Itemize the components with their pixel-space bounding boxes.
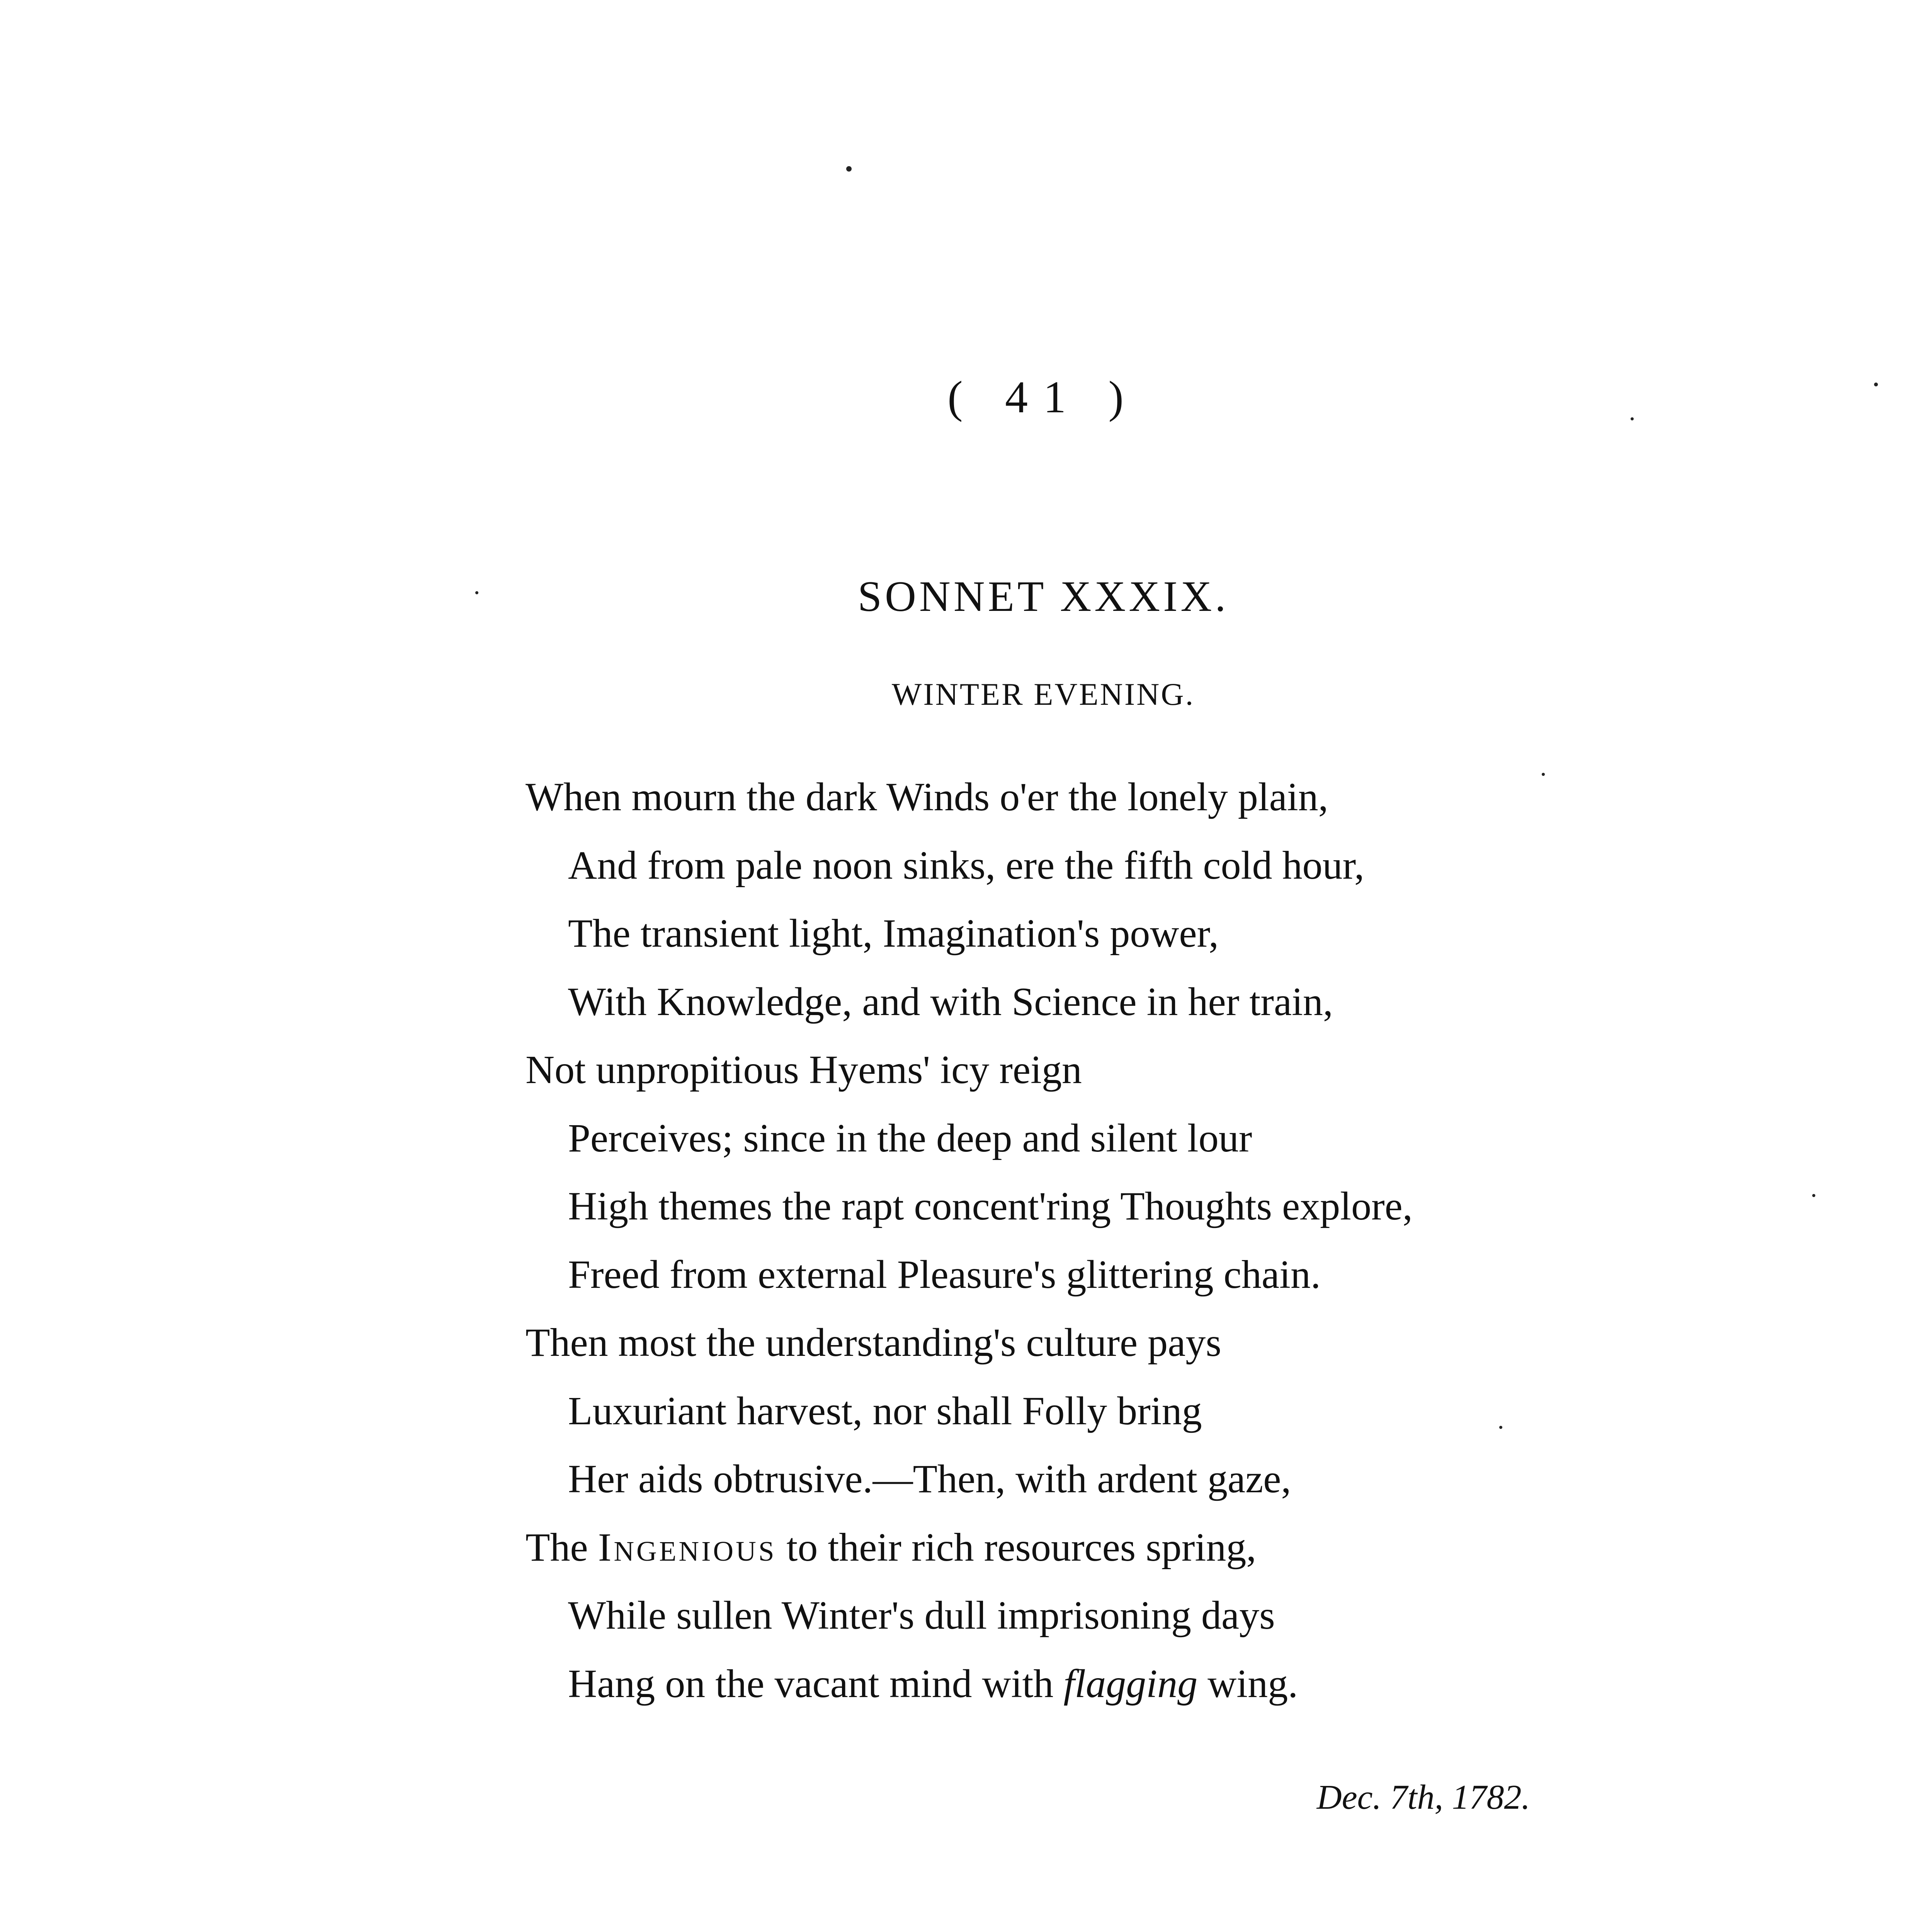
poem-line-6: Perceives; since in the deep and silent lour [568, 1116, 1252, 1160]
scan-speck [1499, 1426, 1502, 1429]
poem-line-12 [526, 1514, 1685, 1582]
poem-line-12-post: to their rich resources spring, [776, 1525, 1257, 1570]
poem-line-14 [526, 1650, 1685, 1718]
poem-date: Dec. 7th, 1782. [1316, 1778, 1530, 1816]
scan-speck [1542, 773, 1545, 776]
scan-speck [1874, 383, 1878, 386]
poem-line-4: With Knowledge, and with Science in her train, [568, 979, 1333, 1024]
poem-line-9: Then most the understanding's culture pays [526, 1320, 1221, 1365]
poem-line-13: While sullen Winter's dull imprisoning days [568, 1593, 1275, 1638]
poem-line-14-pre: Hang on the vacant mind with [568, 1661, 1064, 1706]
poem-line-10: Luxuriant harvest, nor shall Folly bring [568, 1388, 1202, 1433]
poem-line-1: When mourn the dark Winds o'er the lonely plain, [526, 775, 1328, 819]
poem-line-14-post: wing. [1197, 1661, 1298, 1706]
poem-line-3: The transient light, Imagination's power, [568, 911, 1219, 956]
sonnet-subtitle: WINTER EVENING. [891, 677, 1195, 712]
scan-speck [1812, 1194, 1815, 1197]
scan-speck [846, 166, 852, 172]
poem-line-12-pre: The [526, 1525, 598, 1570]
poem-line-7: High themes the rapt concent'ring Thoughts explore, [568, 1184, 1413, 1228]
flagging-italic: flagging [1063, 1661, 1198, 1706]
poem-line-11: Her aids obtrusive.—Then, with ardent gaze, [568, 1457, 1291, 1501]
scan-speck [1631, 417, 1634, 420]
poem-line-8: Freed from external Pleasure's glittering chain. [568, 1252, 1321, 1297]
poem-line-5: Not unpropitious Hyems' icy reign [526, 1048, 1082, 1092]
poem-body [526, 763, 1685, 1718]
scan-speck [475, 591, 478, 594]
sonnet-title: SONNET XXXIX. [857, 573, 1229, 621]
page-number: ( 41 ) [947, 372, 1139, 422]
poem-line-2: And from pale noon sinks, ere the fifth cold hour, [568, 843, 1364, 888]
ingenious-smallcaps: Ingenious [598, 1525, 777, 1570]
